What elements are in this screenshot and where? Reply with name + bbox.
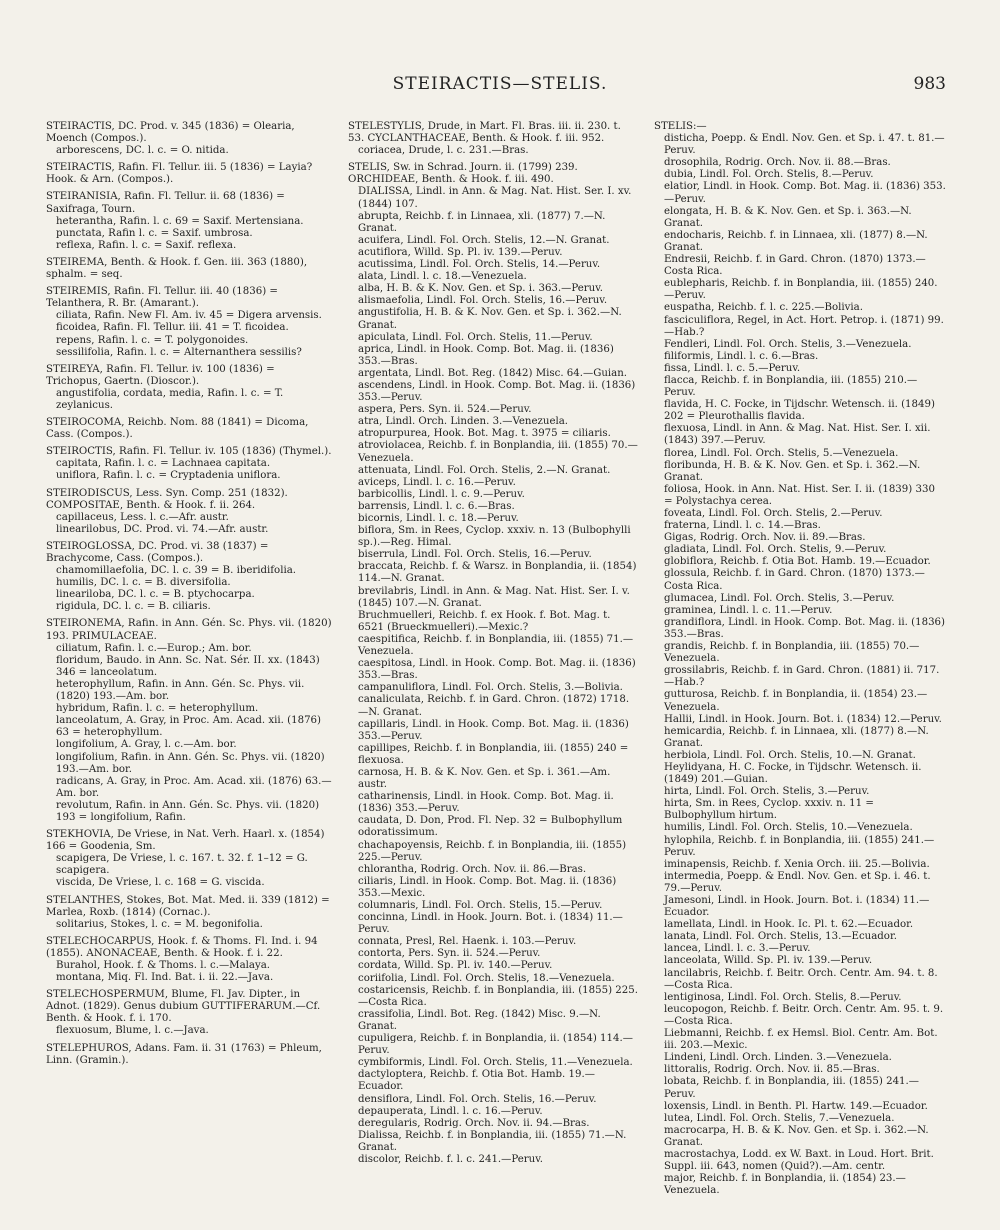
species-entry: eublepharis, Reichb. f. in Bonplandia, iii. (1855) 240.—Peruv. — [664, 278, 938, 302]
species-entry: abrupta, Reichb. f. in Linnaea, xli. (1877) 7.—N. Granat. — [358, 210, 606, 234]
species-entry: lancilabris, Reichb. f. Beitr. Orch. Centr. Am. 94. t. 8.—Costa Rica. — [664, 967, 938, 991]
species-entry: macrocarpa, H. B. & K. Nov. Gen. et Sp. i. 362.—N. Granat. — [664, 1124, 929, 1148]
species-entry: discolor, Reichb. f. l. c. 241.—Peruv. — [358, 1153, 543, 1165]
species-entry: revolutum, Rafin. in Ann. Gén. Sc. Phys. vii. (1820) 193 = longifolium, Rafin. — [56, 799, 320, 823]
species-entry: carnosa, H. B. & K. Nov. Gen. et Sp. i. 361.—Am. austr. — [358, 766, 611, 791]
species-entry: intermedia, Poepp. & Endl. Nov. Gen. et Sp. i. 46. t. 79.—Peruv. — [664, 870, 931, 894]
species-entry: lutea, Lindl. Fol. Orch. Stelis, 7.—Venezuela. — [664, 1112, 895, 1124]
page-title: STEIRACTIS—STELIS. — [392, 74, 608, 94]
species-entry: hylophila, Reichb. f. in Bonplandia, iii. (1855) 241.—Peruv. — [664, 834, 935, 858]
species-entry: arborescens, DC. l. c. = O. nitida. — [56, 145, 229, 157]
species-entry: hirta, Sm. in Rees, Cyclop. xxxiv. n. 11 = Bulbophyllum hirtum. — [664, 798, 874, 822]
species-entry: caudata, D. Don, Prod. Fl. Nep. 32 = Bulbophyllum odoratissimum. — [358, 815, 623, 839]
species-entry: cymbiformis, Lindl. Fol. Orch. Stelis, 11.—Venezuela. — [358, 1057, 633, 1069]
species-entry: longifolium, Rafin. in Ann. Gén. Sc. Phys. vii. (1820) 193.—Am. bor. — [56, 751, 325, 775]
species-entry: Endresii, Reichb. f. in Gard. Chron. (1870) 1373.—Costa Rica. — [664, 254, 926, 278]
species-entry: lancea, Lindl. l. c. 3.—Peruv. — [664, 943, 811, 955]
species-entry: montana, Miq. Fl. Ind. Bat. i. ii. 22.—Java. — [56, 972, 274, 984]
species-entry: cordata, Willd. Sp. Pl. iv. 140.—Peruv. — [358, 960, 553, 972]
species-entry: chlorantha, Rodrig. Orch. Nov. ii. 86.—Bras. — [358, 863, 587, 875]
species-entry: endocharis, Reichb. f. in Linnaea, xli. (1877) 8.—N. Granat. — [664, 229, 928, 253]
species-entry: elatior, Lindl. in Hook. Comp. Bot. Mag. ii. (1836) 353.—Peruv. — [664, 181, 946, 205]
species-entry: drosophila, Rodrig. Orch. Nov. ii. 88.—Bras. — [664, 157, 891, 169]
genus-entry: STEIROCTIS, Rafin. Fl. Tellur. iv. 105 (1836) (Thymel.). — [46, 446, 332, 458]
species-entry: floribunda, H. B. & K. Nov. Gen. et Sp. i. 362.—N. Granat. — [664, 459, 921, 483]
genus-entry: STELECHOCARPUS, Hook. f. & Thoms. Fl. Ind. i. 94 (1855). ANONACEAE, Benth. & Hook. f. i. 22. — [46, 935, 318, 959]
genus-entry: STEIRACTIS, Rafin. Fl. Tellur. iii. 5 (1836) = Layia? Hook. & Arn. (Compos.). — [46, 162, 313, 186]
species-entry: acuifera, Lindl. Fol. Orch. Stelis, 12.—N. Granat. — [358, 234, 610, 246]
species-entry: contorta, Pers. Syn. ii. 524.—Peruv. — [358, 948, 541, 960]
species-entry: acutiflora, Willd. Sp. Pl. iv. 139.—Peruv. — [358, 246, 563, 258]
column-3 — [654, 116, 946, 1220]
species-entry: chachapoyensis, Reichb. f. in Bonplandia, iii. (1855) 225.—Peruv. — [358, 839, 627, 863]
species-entry: capitata, Rafin. l. c. = Lachnaea capitata. — [56, 458, 271, 470]
species-entry: barbicollis, Lindl. l. c. 9.—Peruv. — [358, 488, 525, 500]
species-entry: grossilabris, Reichb. f. in Gard. Chron. (1881) ii. 717.—Hab.? — [664, 665, 940, 689]
species-entry: atroviolacea, Reichb. f. in Bonplandia, iii. (1855) 70.—Venezuela. — [358, 440, 638, 464]
species-entry: radicans, A. Gray, in Proc. Am. Acad. xii. (1876) 63.—Am. bor. — [56, 775, 332, 799]
species-entry: coriacea, Drude, l. c. 231.—Bras. — [358, 145, 529, 157]
species-entry: uniflora, Rafin. l. c. = Cryptadenia uniflora. — [56, 470, 281, 482]
species-entry: aspera, Pers. Syn. ii. 524.—Peruv. — [358, 404, 532, 416]
species-entry: grandiflora, Lindl. in Hook. Comp. Bot. Mag. ii. (1836) 353.—Bras. — [664, 616, 946, 640]
species-entry: angustifolia, H. B. & K. Nov. Gen. et Sp. i. 362.—N. Granat. — [358, 307, 622, 331]
species-entry: heterantha, Rafin. l. c. 69 = Saxif. Mertensiana. — [56, 215, 304, 227]
species-entry: floridum, Baudo. in Ann. Sc. Nat. Sér. II. xx. (1843) 346 = lanceolatum. — [56, 654, 320, 678]
genus-entry: STEIRACTIS, DC. Prod. v. 345 (1836) = Olearia, Moench (Compos.). — [46, 121, 295, 145]
species-entry: filiformis, Lindl. l. c. 6.—Bras. — [664, 350, 819, 362]
species-entry: ciliaris, Lindl. in Hook. Comp. Bot. Mag. ii. (1836) 353.—Mexic. — [358, 875, 617, 899]
species-entry: glossula, Reichb. f. in Gard. Chron. (1870) 1373.—Costa Rica. — [664, 568, 925, 592]
species-entry: aprica, Lindl. in Hook. Comp. Bot. Mag. ii. (1836) 353.—Bras. — [358, 343, 614, 367]
species-entry: Dialissa, Reichb. f. in Bonplandia, iii. (1855) 71.—N. Granat. — [358, 1129, 627, 1153]
genus-entry: STEIREYA, Rafin. Fl. Tellur. iv. 100 (1836) = Trichopus, Gaertn. (Dioscor.). — [46, 363, 275, 387]
species-entry: brevilabris, Lindl. in Ann. & Mag. Nat. Hist. Ser. I. v. (1845) 107.—N. Granat. — [358, 585, 630, 609]
species-entry: costaricensis, Reichb. f. in Bonplandia, iii. (1855) 225.—Costa Rica. — [358, 984, 638, 1008]
column-2 — [348, 116, 638, 1220]
genus-entry: STEKHOVIA, De Vriese, in Nat. Verh. Haarl. x. (1854) 166 = Goodenia, Sm. — [46, 829, 325, 853]
species-entry: leucopogon, Reichb. f. Beitr. Orch. Centr. Am. 95. t. 9.—Costa Rica. — [664, 1003, 944, 1027]
page-number: 983 — [913, 74, 946, 94]
species-entry: ficoidea, Rafin. Fl. Tellur. iii. 41 = T. ficoidea. — [56, 322, 289, 334]
column-1 — [46, 116, 332, 1220]
species-entry: Hallii, Lindl. in Hook. Journ. Bot. i. (1834) 12.—Peruv. — [664, 713, 942, 725]
genus-entry: STEIRONEMA, Rafin. in Ann. Gén. Sc. Phys. vii. (1820) 193. PRIMULACEAE. — [46, 618, 332, 642]
species-entry: hirta, Lindl. Fol. Orch. Stelis, 3.—Peruv. — [664, 786, 870, 798]
species-entry: fasciculiflora, Regel, in Act. Hort. Petrop. i. (1871) 99.—Hab.? — [664, 314, 944, 338]
genus-entry: STEIREMIS, Rafin. Fl. Tellur. iii. 40 (1836) = Telanthera, R. Br. (Amarant.). — [46, 286, 278, 310]
species-entry: flavida, H. C. Focke, in Tijdschr. Wetensch. ii. (1849) 202 = Pleurothallis flavida. — [664, 399, 935, 423]
genus-entry: STELANTHES, Stokes, Bot. Mat. Med. ii. 339 (1812) = Marlea, Roxb. (1814) (Cornac.). — [46, 894, 330, 918]
genus-entry: STEIROGLOSSA, DC. Prod. vi. 38 (1837) = Brachycome, Cass. (Compos.). — [46, 540, 269, 564]
species-entry: barrensis, Lindl. l. c. 6.—Bras. — [358, 500, 515, 512]
genus-entry: STELIS:— — [654, 121, 707, 132]
species-entry: Gigas, Rodrig. Orch. Nov. ii. 89.—Bras. — [664, 532, 866, 544]
species-entry: hybridum, Rafin. l. c. = heterophyllum. — [56, 703, 259, 715]
species-entry: Burahol, Hook. f. & Thoms. l. c.—Malaya. — [56, 960, 271, 971]
genus-entry: STELECHOSPERMUM, Blume, Fl. Jav. Dipter., in Adnot. (1829). Genus dubium GUTTIFERARUM.—Cf. Benth. & Hook. f. i. 170. — [46, 989, 321, 1025]
species-entry: attenuata, Lindl. Fol. Orch. Stelis, 2.—N. Granat. — [358, 464, 611, 476]
species-entry: major, Reichb. f. in Bonplandia, ii. (1854) 23.—Venezuela. — [664, 1173, 906, 1197]
species-entry: littoralis, Rodrig. Orch. Nov. ii. 85.—Bras. — [664, 1064, 880, 1076]
species-entry: solitarius, Stokes, l. c. = M. begonifolia. — [56, 918, 263, 930]
species-entry: repens, Rafin. l. c. = T. polygonoides. — [56, 334, 249, 346]
species-entry: braccata, Reichb. f. & Warsz. in Bonplandia, ii. (1854) 114.—N. Granat. — [358, 561, 637, 585]
species-entry: argentata, Lindl. Bot. Reg. (1842) Misc. 64.—Guian. — [358, 367, 628, 379]
species-entry: ascendens, Lindl. in Hook. Comp. Bot. Mag. ii. (1836) 353.—Peruv. — [358, 379, 636, 404]
species-entry: flexuosum, Blume, l. c.—Java. — [56, 1025, 209, 1037]
species-entry: catharinensis, Lindl. in Hook. Comp. Bot. Mag. ii. (1836) 353.—Peruv. — [358, 791, 614, 815]
species-entry: scapigera, De Vriese, l. c. 167. t. 32. f. 1–12 = G. scapigera. — [56, 853, 308, 877]
species-entry: biflora, Sm. in Rees, Cyclop. xxxiv. n. 13 (Bulbophylli sp.).—Reg. Himal. — [358, 525, 631, 549]
species-entry: Fendleri, Lindl. Fol. Orch. Stelis, 3.—Venezuela. — [664, 338, 912, 350]
species-entry: lamellata, Lindl. in Hook. Ic. Pl. t. 62.—Ecuador. — [664, 919, 914, 931]
species-entry: sessilifolia, Rafin. l. c. = Alternanthera sessilis? — [56, 346, 302, 358]
species-entry: flexuosa, Lindl. in Ann. & Mag. Nat. Hist. Ser. I. xii. (1843) 397.—Peruv. — [664, 423, 931, 447]
species-entry: angustifolia, cordata, media, Rafin. l. c. = T. zeylanicus. — [56, 387, 284, 411]
species-entry: viscida, De Vriese, l. c. 168 = G. viscida. — [56, 877, 265, 889]
species-entry: rigidula, DC. l. c. = B. ciliaris. — [56, 601, 211, 613]
genus-entry: STEIROCOMA, Reichb. Nom. 88 (1841) = Dicoma, Cass. (Compos.). — [46, 417, 309, 441]
species-entry: humilis, Lindl. Fol. Orch. Stelis, 10.—Venezuela. — [664, 822, 913, 834]
species-entry: hemicardia, Reichb. f. in Linnaea, xli. (1877) 8.—N. Granat. — [664, 725, 929, 749]
species-entry: alismaefolia, Lindl. Fol. Orch. Stelis, 16.—Peruv. — [358, 295, 608, 307]
species-entry: lanceolata, Willd. Sp. Pl. iv. 139.—Peruv. — [664, 955, 873, 967]
species-entry: elongata, H. B. & K. Nov. Gen. et Sp. i. 363.—N. Granat. — [664, 205, 912, 229]
species-entry: euspatha, Reichb. f. l. c. 225.—Bolivia. — [664, 302, 863, 314]
species-entry: Lindeni, Lindl. Orch. Linden. 3.—Venezuela. — [664, 1052, 892, 1064]
species-entry: ciliata, Rafin. New Fl. Am. iv. 45 = Digera arvensis. — [56, 310, 322, 322]
species-entry: foveata, Lindl. Fol. Orch. Stelis, 2.—Peruv. — [664, 508, 883, 519]
species-entry: punctata, Rafin l. c. = Saxif. umbrosa. — [56, 227, 253, 239]
species-entry: disticha, Poepp. & Endl. Nov. Gen. et Sp. i. 47. t. 81.—Peruv. — [664, 133, 945, 157]
species-entry: atropurpurea, Hook. Bot. Mag. t. 3975 = ciliaris. — [358, 428, 611, 440]
species-entry: heterophyllum, Rafin. in Ann. Gén. Sc. Phys. vii. (1820) 193.—Am. bor. — [56, 678, 305, 703]
species-entry: loxensis, Lindl. in Benth. Pl. Hartw. 149.—Ecuador. — [664, 1100, 928, 1112]
genus-entry: STEIRANISIA, Rafin. Fl. Tellur. ii. 68 (1836) = Saxifraga, Tourn. — [46, 191, 285, 215]
species-entry: chamomillaefolia, DC. l. c. 39 = B. iberidifolia. — [56, 565, 297, 577]
species-entry: alba, H. B. & K. Nov. Gen. et Sp. i. 363.—Peruv. — [358, 283, 603, 295]
species-entry: globiflora, Reichb. f. Otia Bot. Hamb. 19.—Ecuador. — [664, 556, 931, 568]
species-entry: depauperata, Lindl. l. c. 16.—Peruv. — [358, 1105, 543, 1117]
species-entry: gladiata, Lindl. Fol. Orch. Stelis, 9.—Peruv. — [664, 544, 887, 556]
species-entry: iminapensis, Reichb. f. Xenia Orch. iii. 25.—Bolivia. — [664, 858, 930, 870]
species-entry: linearilobus, DC. Prod. vi. 74.—Afr. austr. — [56, 523, 269, 535]
species-entry: Heylidyana, H. C. Focke, in Tijdschr. Wetensch. ii. (1849) 201.—Guian. — [664, 761, 922, 786]
genus-entry: STELEPHUROS, Adans. Fam. ii. 31 (1763) = Phleum, Linn. (Gramin.). — [46, 1042, 322, 1066]
species-entry: glumacea, Lindl. Fol. Orch. Stelis, 3.—Peruv. — [664, 592, 895, 604]
species-entry: dactyloptera, Reichb. f. Otia Bot. Hamb. 19.—Ecuador. — [358, 1069, 595, 1093]
species-entry: bicornis, Lindl. l. c. 18.—Peruv. — [358, 513, 519, 524]
species-entry: crassifolia, Lindl. Bot. Reg. (1842) Misc. 9.—N. Granat. — [358, 1008, 601, 1032]
species-entry: caespitosa, Lindl. in Hook. Comp. Bot. Mag. ii. (1836) 353.—Bras. — [358, 658, 636, 682]
species-entry: Bruchmuelleri, Reichb. f. ex Hook. f. Bot. Mag. t. 6521 (Brueckmuelleri).—Mexic.? — [358, 609, 611, 633]
species-entry: lineariloba, DC. l. c. = B. ptychocarpa. — [56, 589, 255, 601]
species-entry: campanuliflora, Lindl. Fol. Orch. Stelis, 3.—Bolivia. — [358, 682, 623, 694]
species-entry: Liebmanni, Reichb. f. ex Hemsl. Biol. Centr. Am. Bot. iii. 203.—Mexic. — [664, 1028, 938, 1052]
species-entry: grandis, Reichb. f. in Bonplandia, iii. (1855) 70.—Venezuela. — [664, 641, 920, 665]
species-entry: macrostachya, Lodd. ex W. Baxt. in Loud. Hort. Brit. Suppl. iii. 643, nomen (Quid?).—Am. centr. — [664, 1148, 934, 1173]
species-entry: cupuligera, Reichb. f. in Bonplandia, ii. (1854) 114.—Peruv. — [358, 1033, 633, 1057]
species-entry: lanceolatum, A. Gray, in Proc. Am. Acad. xii. (1876) 63 = heterophyllum. — [56, 715, 322, 739]
species-entry: capillipes, Reichb. f. in Bonplandia, iii. (1855) 240 = flexuosa. — [358, 742, 629, 766]
species-entry: biserrula, Lindl. Fol. Orch. Stelis, 16.—Peruv. — [358, 549, 592, 561]
species-entry: canaliculata, Reichb. f. in Gard. Chron. (1872) 1718.—N. Granat. — [358, 694, 630, 718]
species-entry: caespitifica, Reichb. f. in Bonplandia, iii. (1855) 71.—Venezuela. — [358, 633, 634, 658]
species-entry: Jamesoni, Lindl. in Hook. Journ. Bot. i. (1834) 11.—Ecuador. — [664, 895, 930, 919]
species-entry: columnaris, Lindl. Fol. Orch. Stelis, 15.—Peruv. — [358, 900, 603, 911]
genus-entry: STEIREMA, Benth. & Hook. f. Gen. iii. 363 (1880), sphalm. = seq. — [46, 256, 308, 281]
species-entry: gutturosa, Reichb. f. in Bonplandia, ii. (1854) 23.—Venezuela. — [664, 689, 928, 713]
species-entry: alata, Lindl. l. c. 18.—Venezuela. — [358, 271, 527, 283]
species-entry: apiculata, Lindl. Fol. Orch. Stelis, 11.—Peruv. — [358, 331, 593, 343]
species-entry: atra, Lindl. Orch. Linden. 3.—Venezuela. — [358, 416, 569, 428]
species-entry: fissa, Lindl. l. c. 5.—Peruv. — [664, 362, 801, 374]
page-header — [0, 70, 1000, 100]
species-entry: foliosa, Hook. in Ann. Nat. Hist. Ser. I. ii. (1839) 330 = Polystachya cerea. — [664, 483, 935, 507]
species-entry: densiflora, Lindl. Fol. Orch. Stelis, 16.—Peruv. — [358, 1093, 597, 1105]
species-entry: fraterna, Lindl. l. c. 14.—Bras. — [664, 520, 821, 532]
species-entry: lanata, Lindl. Fol. Orch. Stelis, 13.—Ecuador. — [664, 931, 897, 943]
species-entry: dubia, Lindl. Fol. Orch. Stelis, 8.—Peruv. — [664, 169, 874, 181]
species-entry: coriifolia, Lindl. Fol. Orch. Stelis, 18.—Venezuela. — [358, 972, 615, 984]
species-entry: concinna, Lindl. in Hook. Journ. Bot. i. (1834) 11.—Peruv. — [358, 912, 623, 936]
species-entry: reflexa, Rafin. l. c. = Saxif. reflexa. — [56, 239, 237, 251]
species-entry: humilis, DC. l. c. = B. diversifolia. — [56, 577, 231, 589]
species-entry: deregularis, Rodrig. Orch. Nov. ii. 94.—Bras. — [358, 1117, 590, 1129]
species-entry: flacca, Reichb. f. in Bonplandia, iii. (1855) 210.—Peruv. — [664, 374, 918, 399]
species-entry: connata, Presl, Rel. Haenk. i. 103.—Peruv. — [358, 936, 577, 948]
genus-entry: STEIRODISCUS, Less. Syn. Comp. 251 (1832). COMPOSITAE, Benth. & Hook. f. ii. 264. — [46, 487, 288, 511]
genus-entry: STELIS, Sw. in Schrad. Journ. ii. (1799) 239. ORCHIDEAE, Benth. & Hook. f. iii. 490. — [348, 162, 578, 186]
species-entry: longifolium, A. Gray, l. c.—Am. bor. — [56, 739, 237, 751]
species-entry: aviceps, Lindl. l. c. 16.—Peruv. — [358, 476, 516, 488]
species-entry: ciliatum, Rafin. l. c.—Europ.; Am. bor. — [56, 642, 252, 654]
species-entry: herbiola, Lindl. Fol. Orch. Stelis, 10.—N. Granat. — [664, 749, 916, 761]
species-entry: lobata, Reichb. f. in Bonplandia, iii. (1855) 241.—Peruv. — [664, 1076, 919, 1100]
species-entry: lentiginosa, Lindl. Fol. Orch. Stelis, 8.—Peruv. — [664, 991, 902, 1003]
species-entry: capillaris, Lindl. in Hook. Comp. Bot. Mag. ii. (1836) 353.—Peruv. — [358, 718, 629, 742]
species-entry: florea, Lindl. Fol. Orch. Stelis, 5.—Venezuela. — [664, 447, 899, 459]
genus-entry: STELESTYLIS, Drude, in Mart. Fl. Bras. iii. ii. 230. t. 53. CYCLANTHACEAE, Benth. & Hook. f. iii. 952. — [348, 121, 621, 145]
species-entry: acutissima, Lindl. Fol. Orch. Stelis, 14.—Peruv. — [358, 259, 601, 271]
species-entry: graminea, Lindl. l. c. 11.—Peruv. — [664, 604, 833, 616]
species-entry: DIALISSA, Lindl. in Ann. & Mag. Nat. Hist. Ser. I. xv. (1844) 107. — [358, 186, 632, 210]
species-entry: capillaceus, Less. l. c.—Afr. austr. — [56, 511, 229, 523]
